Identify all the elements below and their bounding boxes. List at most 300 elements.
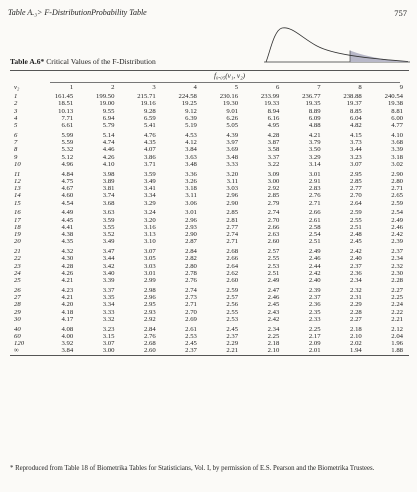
- table-cell: 3.48: [226, 153, 239, 161]
- table-cell: 2.10: [267, 347, 280, 355]
- table-cell: 5.32: [61, 146, 74, 154]
- table-cell: 2.45: [185, 340, 197, 347]
- table-cell: 2.47: [267, 286, 280, 294]
- table-cell: 3.23: [102, 325, 115, 333]
- row-label: 21: [14, 248, 21, 255]
- table-cell: 18.51: [58, 100, 74, 108]
- table-cell: 6.39: [185, 114, 197, 122]
- table-cell: 2.85: [226, 209, 239, 217]
- table-cell: 4.18: [61, 308, 74, 316]
- table-cell: 4.35: [61, 238, 74, 246]
- table-cell: 3.40: [102, 269, 115, 277]
- table-cell: 2.31: [350, 294, 362, 301]
- table-row: [10, 333, 409, 340]
- table-cell: 19.33: [264, 100, 280, 108]
- table-cell: 3.50: [308, 146, 321, 154]
- table-cell: 3.34: [102, 301, 115, 309]
- table-cell: 4.76: [143, 131, 156, 139]
- table-cell: 1.88: [391, 347, 403, 355]
- table-cell: 2.77: [226, 223, 239, 231]
- table-cell: 2.29: [226, 340, 239, 347]
- table-cell: 2.37: [350, 262, 362, 270]
- table-cell: 2.66: [308, 209, 321, 217]
- column-header: 2: [111, 84, 115, 91]
- table-cell: 2.55: [267, 255, 280, 263]
- table-row: [10, 277, 409, 284]
- table-cell: 2.42: [267, 315, 280, 323]
- table-cell: 3.39: [391, 146, 403, 154]
- table-cell: 3.07: [350, 160, 362, 168]
- column-header-row: [10, 83, 409, 93]
- table-cell: 4.20: [61, 301, 74, 309]
- table-cell: 5.05: [226, 122, 239, 129]
- table-cell: 3.15: [102, 332, 115, 340]
- table-cell: 2.81: [226, 216, 239, 224]
- table-cell: 2.73: [185, 294, 197, 301]
- row-label: 26: [14, 286, 21, 294]
- table-cell: 2.56: [226, 301, 239, 309]
- table-cell: 4.28: [61, 262, 74, 270]
- table-cell: 2.74: [226, 231, 239, 238]
- column-header: 1: [69, 84, 74, 91]
- row-label: 14: [14, 192, 21, 200]
- page-number: 757: [394, 8, 407, 18]
- table-cell: 2.90: [185, 231, 197, 238]
- table-cell: 4.26: [61, 269, 74, 277]
- table-cell: 2.63: [267, 231, 280, 238]
- row-label: 20: [14, 238, 21, 246]
- table-cell: 4.26: [102, 153, 115, 161]
- table-row: [10, 294, 409, 301]
- table-cell: 4.95: [267, 122, 280, 129]
- table-cell: 2.42: [350, 248, 362, 255]
- table-caption: [10, 57, 156, 66]
- table-cell: 2.28: [391, 277, 403, 284]
- table-cell: 19.16: [140, 100, 156, 108]
- table-cell: 2.68: [226, 248, 239, 255]
- table-cell: 3.84: [185, 146, 197, 154]
- table-cell: 6.61: [61, 122, 74, 129]
- table-cell: 3.29: [143, 199, 156, 207]
- column-header: 4: [193, 84, 197, 91]
- table-cell: 2.44: [308, 262, 321, 270]
- table-cell: 2.76: [185, 277, 197, 284]
- table-row: [10, 217, 409, 224]
- row-label: 11: [14, 170, 21, 178]
- table-cell: 4.75: [61, 177, 74, 185]
- table-cell: 2.32: [391, 262, 403, 270]
- table-cell: 2.69: [185, 315, 197, 323]
- table-row: [10, 122, 409, 129]
- row-label: ∞: [14, 347, 19, 355]
- table-row: [10, 168, 409, 178]
- table-cell: 2.01: [308, 347, 321, 355]
- table-cell: 19.25: [181, 100, 197, 108]
- table-cell: 19.00: [99, 100, 115, 108]
- table-row: [10, 146, 409, 153]
- caption-label: Table A.6*: [10, 57, 45, 66]
- row-label: 13: [14, 185, 21, 192]
- table-cell: 3.63: [185, 153, 197, 161]
- table-cell: 3.34: [143, 192, 156, 200]
- table-cell: 3.07: [143, 248, 156, 255]
- table-cell: 2.34: [350, 277, 362, 284]
- table-cell: 3.29: [308, 153, 321, 161]
- table-cell: 2.92: [143, 315, 156, 323]
- bottom-rule: [10, 355, 409, 356]
- table-cell: 2.70: [350, 192, 362, 200]
- table-cell: 3.24: [143, 209, 156, 217]
- table-cell: 3.16: [143, 223, 156, 231]
- table-cell: 4.53: [185, 131, 197, 139]
- table-cell: 6.00: [391, 114, 403, 122]
- table-cell: 2.39: [308, 286, 321, 294]
- table-cell: 4.67: [61, 185, 74, 192]
- table-cell: 3.10: [143, 238, 156, 246]
- table-cell: 2.34: [267, 325, 280, 333]
- table-cell: 3.18: [185, 185, 197, 192]
- table-cell: 2.66: [226, 255, 239, 263]
- table-cell: 2.96: [226, 192, 239, 200]
- table-cell: 3.03: [143, 262, 156, 270]
- table-row: [10, 238, 409, 245]
- row-label: 28: [14, 301, 21, 309]
- caption-text: Critical Values of the F-Distribution: [46, 57, 156, 66]
- table-cell: 4.08: [61, 325, 74, 333]
- table-cell: 4.60: [61, 192, 74, 200]
- table-cell: 2.82: [185, 255, 197, 263]
- table-row: [10, 154, 409, 161]
- table-cell: 2.93: [185, 223, 197, 231]
- table-cell: 2.87: [185, 238, 197, 246]
- table-cell: 2.24: [391, 301, 403, 309]
- table-cell: 2.59: [391, 199, 403, 207]
- table-cell: 3.11: [226, 177, 239, 185]
- table-cell: 4.54: [61, 199, 74, 207]
- table-cell: 2.83: [308, 185, 321, 192]
- table-cell: 4.38: [61, 231, 74, 238]
- table-cell: 3.58: [267, 146, 280, 154]
- table-cell: 4.00: [61, 332, 74, 340]
- table-cell: 1.94: [350, 347, 362, 355]
- table-cell: 3.00: [102, 347, 115, 355]
- table-cell: 2.53: [226, 315, 239, 323]
- running-header: Table A.₃> F-DistributionProbability Table: [8, 8, 147, 17]
- table-cell: 2.60: [143, 347, 156, 355]
- table-cell: 2.62: [226, 269, 239, 277]
- row-label: 29: [14, 308, 21, 316]
- row-header: v₂: [14, 84, 20, 91]
- table-cell: 3.36: [185, 170, 197, 178]
- table-cell: 2.46: [391, 223, 403, 231]
- table-cell: 2.37: [185, 347, 197, 355]
- table-cell: 5.99: [61, 131, 74, 139]
- row-label: 40: [14, 325, 21, 333]
- table-cell: 2.37: [226, 332, 239, 340]
- table-cell: 2.55: [350, 216, 362, 224]
- table-cell: 3.63: [102, 209, 115, 217]
- table-cell: 6.16: [267, 114, 280, 122]
- row-label: 25: [14, 277, 21, 284]
- table-cell: 2.80: [185, 262, 197, 270]
- table-cell: 3.35: [102, 294, 115, 301]
- table-cell: 2.79: [267, 199, 280, 207]
- table-cell: 2.54: [308, 231, 321, 238]
- table-cell: 2.49: [267, 277, 280, 284]
- table-cell: 161.45: [54, 93, 74, 100]
- table-cell: 6.94: [102, 114, 115, 122]
- table-cell: 5.41: [143, 122, 156, 129]
- table-cell: 6.26: [226, 114, 239, 122]
- table-cell: 3.06: [185, 199, 197, 207]
- table-cell: 2.18: [350, 325, 362, 333]
- table-cell: 2.42: [308, 269, 321, 277]
- table-cell: 4.23: [61, 286, 74, 294]
- table-cell: 4.10: [102, 160, 115, 168]
- table-cell: 19.38: [387, 100, 403, 108]
- table-row: [10, 316, 409, 323]
- table-cell: 3.92: [61, 340, 74, 347]
- table-row: [10, 115, 409, 122]
- table-cell: 3.42: [102, 262, 115, 270]
- table-cell: 2.95: [143, 301, 156, 309]
- table-cell: 2.48: [350, 231, 362, 238]
- table-cell: 2.65: [391, 192, 403, 200]
- table-cell: 1.96: [391, 340, 403, 347]
- table-cell: 2.95: [350, 170, 362, 178]
- table-cell: 7.71: [61, 114, 74, 122]
- table-cell: 3.84: [61, 347, 74, 355]
- table-cell: 3.37: [267, 153, 280, 161]
- table-cell: 4.07: [143, 146, 156, 154]
- table-cell: 2.74: [185, 286, 197, 294]
- table-cell: 3.00: [267, 177, 280, 185]
- table-cell: 3.23: [350, 153, 362, 161]
- table-cell: 2.60: [226, 277, 239, 284]
- table-cell: 2.35: [308, 308, 321, 316]
- row-label: 10: [14, 160, 21, 168]
- table-row: [10, 255, 409, 262]
- footnote: * Reproduced from Table 18 of Biometrika Tables for Statisticians, Vol. I, by permission of E.S. Pearson and the Biometrika Trustees.: [10, 465, 375, 472]
- table-row: [10, 93, 409, 100]
- table-cell: 3.68: [391, 139, 403, 146]
- table-cell: 3.14: [308, 160, 321, 168]
- table-cell: 2.99: [143, 277, 156, 284]
- f-table: [10, 70, 409, 356]
- table-cell: 4.15: [350, 131, 362, 139]
- table-cell: 8.94: [267, 107, 280, 115]
- row-label: 6: [14, 131, 18, 139]
- table-cell: 10.13: [58, 107, 74, 115]
- table-row: [10, 301, 409, 308]
- column-header: 3: [152, 84, 156, 91]
- table-row: [10, 246, 409, 256]
- table-cell: 4.32: [61, 248, 74, 255]
- table-cell: 4.49: [61, 209, 74, 217]
- table-cell: 2.34: [391, 255, 403, 263]
- row-label: 17: [14, 216, 21, 224]
- table-cell: 2.25: [391, 294, 403, 301]
- row-label: 12: [14, 177, 21, 185]
- table-cell: 9.28: [143, 107, 156, 115]
- table-cell: 3.97: [226, 139, 239, 146]
- table-cell: 2.84: [185, 248, 197, 255]
- table-cell: 9.01: [226, 107, 239, 115]
- table-row: [10, 284, 409, 294]
- table-cell: 2.37: [308, 294, 321, 301]
- table-cell: 3.13: [143, 231, 156, 238]
- table-cell: 2.53: [185, 332, 197, 340]
- table-row: [10, 224, 409, 231]
- table-cell: 8.81: [391, 107, 403, 115]
- table-cell: 6.59: [143, 114, 156, 122]
- row-label: 2: [14, 100, 18, 108]
- table-cell: 3.20: [143, 216, 156, 224]
- table-cell: 2.29: [350, 301, 362, 309]
- table-cell: 199.50: [96, 93, 115, 100]
- table-cell: 2.64: [226, 262, 239, 270]
- table-cell: 2.64: [350, 199, 362, 207]
- table-cell: 3.26: [185, 177, 197, 185]
- table-cell: 2.30: [391, 269, 403, 277]
- table-cell: 3.69: [226, 146, 239, 154]
- table-cell: 2.61: [308, 216, 321, 224]
- table-cell: 2.74: [267, 209, 280, 217]
- table-cell: 2.68: [143, 340, 156, 347]
- row-label: 19: [14, 231, 21, 238]
- title-underrule: [50, 82, 400, 83]
- table-cell: 2.49: [308, 248, 321, 255]
- table-cell: 3.59: [102, 216, 115, 224]
- table-cell: 2.46: [308, 255, 321, 263]
- table-cell: 2.96: [143, 294, 156, 301]
- table-cell: 2.51: [350, 223, 362, 231]
- table-cell: 5.14: [102, 131, 115, 139]
- table-cell: 2.09: [308, 340, 321, 347]
- table-cell: 2.55: [226, 308, 239, 316]
- row-label: 60: [14, 332, 21, 340]
- table-cell: 2.84: [143, 325, 156, 333]
- table-cell: 4.12: [185, 139, 197, 146]
- table-cell: 3.48: [185, 160, 197, 168]
- table-cell: 2.58: [308, 223, 321, 231]
- table-row: [10, 129, 409, 139]
- table-cell: 2.37: [391, 248, 403, 255]
- table-row: [10, 178, 409, 185]
- table-cell: 2.77: [350, 185, 362, 192]
- table-cell: 238.88: [343, 93, 362, 100]
- table-cell: 2.04: [391, 332, 403, 340]
- table-row: [10, 340, 409, 347]
- table-cell: 236.77: [302, 93, 321, 100]
- critical-values-table: [10, 83, 409, 355]
- table-cell: 3.79: [308, 139, 321, 146]
- table-cell: 2.45: [350, 238, 362, 246]
- column-header: 5: [234, 84, 239, 91]
- table-cell: 2.93: [143, 308, 156, 316]
- table-cell: 4.45: [61, 216, 74, 224]
- row-label: 27: [14, 294, 21, 301]
- table-cell: 2.36: [308, 301, 321, 309]
- table-cell: 3.74: [102, 192, 115, 200]
- table-cell: 2.46: [267, 294, 280, 301]
- table-cell: 2.18: [267, 340, 280, 347]
- column-header: 6: [275, 84, 280, 91]
- table-row: [10, 200, 409, 207]
- table-cell: 4.96: [61, 160, 74, 168]
- table-cell: 2.33: [308, 315, 321, 323]
- density-curve: [266, 28, 408, 62]
- table-cell: 3.01: [308, 170, 321, 178]
- table-cell: 3.37: [102, 286, 115, 294]
- table-cell: 3.32: [102, 315, 115, 323]
- table-body: [10, 93, 409, 355]
- row-label: 23: [14, 262, 21, 270]
- table-cell: 233.99: [260, 93, 280, 100]
- table-cell: 2.85: [267, 192, 280, 200]
- table-cell: 2.70: [267, 216, 280, 224]
- table-cell: 2.28: [350, 308, 362, 316]
- table-cell: 3.03: [226, 185, 239, 192]
- table-cell: 2.78: [185, 269, 197, 277]
- column-header: 9: [399, 84, 403, 91]
- table-row: [10, 207, 409, 217]
- table-cell: 3.09: [267, 170, 280, 178]
- table-cell: 4.21: [308, 131, 321, 139]
- table-cell: 3.01: [143, 269, 156, 277]
- table-cell: 3.44: [102, 255, 115, 263]
- table-cell: 2.91: [308, 177, 321, 185]
- table-cell: 2.76: [308, 192, 321, 200]
- table-cell: 2.71: [308, 199, 321, 207]
- table-cell: 2.36: [350, 269, 362, 277]
- table-cell: 2.96: [185, 216, 197, 224]
- table-cell: 6.04: [350, 114, 362, 122]
- table-cell: 4.74: [102, 139, 115, 146]
- table-cell: 4.17: [61, 315, 74, 323]
- table-cell: 2.90: [391, 170, 403, 178]
- table-cell: 3.47: [102, 248, 115, 255]
- table-cell: 9.12: [185, 107, 197, 115]
- table-cell: 4.30: [61, 255, 74, 263]
- table-cell: 2.51: [267, 269, 280, 277]
- table-row: [10, 161, 409, 168]
- table-cell: 2.70: [185, 308, 197, 316]
- column-header: 7: [317, 84, 321, 91]
- f-distribution-curve-figure: [262, 22, 412, 70]
- table-cell: 2.98: [143, 286, 156, 294]
- table-cell: 2.49: [391, 216, 403, 224]
- table-cell: 3.55: [102, 223, 115, 231]
- table-cell: 2.57: [226, 294, 239, 301]
- table-cell: 19.37: [346, 100, 362, 108]
- row-label: 4: [14, 114, 18, 122]
- table-cell: 5.59: [61, 139, 74, 146]
- table-cell: 5.79: [102, 122, 115, 129]
- table-cell: 2.53: [267, 262, 280, 270]
- table-cell: 4.77: [391, 122, 403, 129]
- table-cell: 4.88: [308, 122, 321, 129]
- table-cell: 2.71: [226, 238, 239, 246]
- table-cell: 2.80: [391, 177, 403, 185]
- table-cell: 4.28: [267, 131, 280, 139]
- table-cell: 5.19: [185, 122, 197, 129]
- row-label: 3: [14, 107, 18, 115]
- table-cell: 3.98: [102, 170, 115, 178]
- table-cell: 3.52: [102, 231, 115, 238]
- table-cell: 3.68: [102, 199, 115, 207]
- table-cell: 4.41: [61, 223, 74, 231]
